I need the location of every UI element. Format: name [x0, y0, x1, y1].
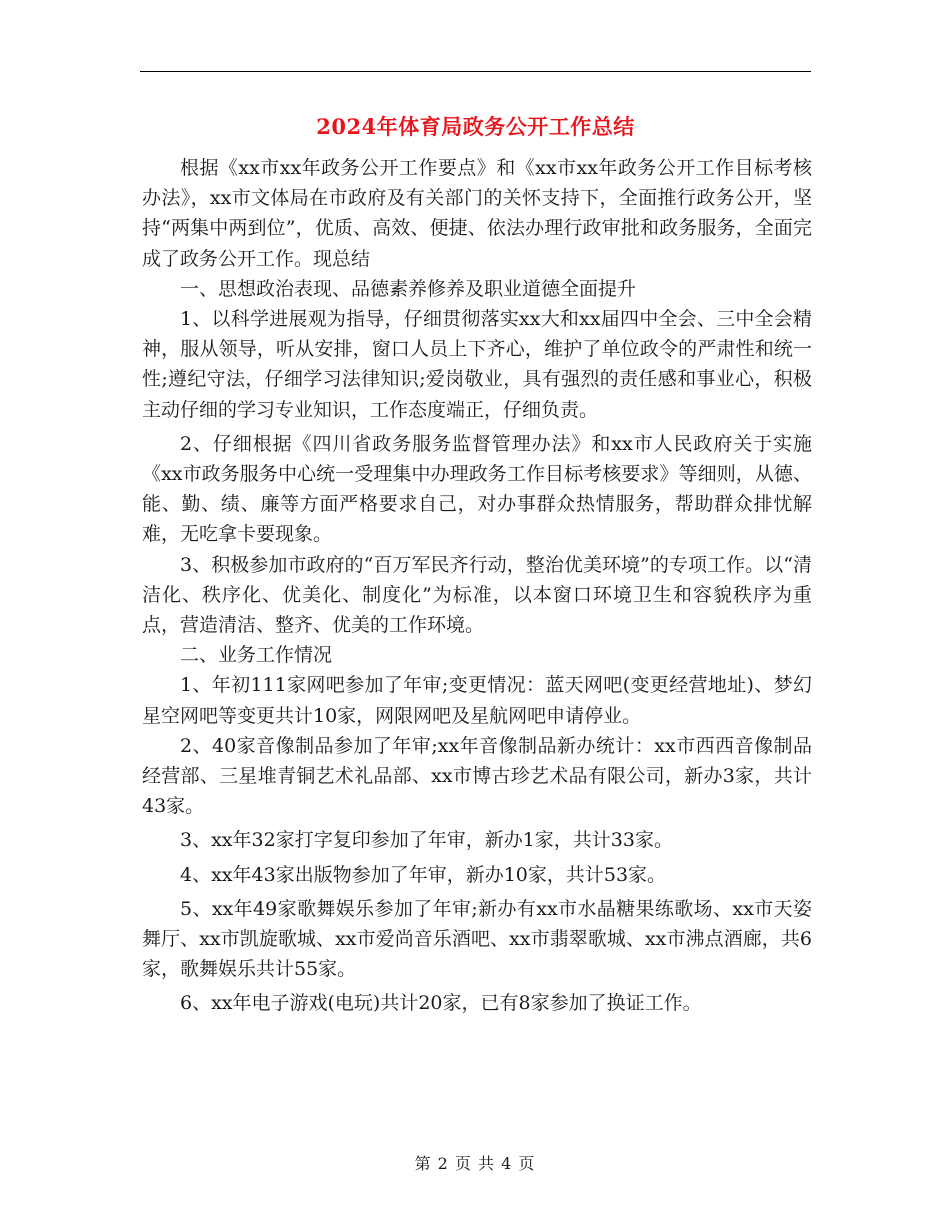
paragraph-item: 4、xx年43家出版物参加了年审，新办10家，共计53家。	[180, 863, 667, 886]
header-rule	[140, 71, 811, 72]
paragraph-item: 1、年初111家网吧参加了年审;变更情况：蓝天网吧(变更经营地址)、梦幻星空网吧等变更共计10家，网限网吧及星航网吧申请停业。	[142, 674, 812, 727]
paragraph-item: 3、积极参加市政府的“百万军民齐行动，整治优美环境”的专项工作。以“清洁化、秩序化、优美化、制度化”为标准，以本窗口环境卫生和容貌秩序为重点，营造清洁、整齐、优美的工作环境。	[142, 553, 812, 637]
section-heading-1: 一、思想政治表现、品德素养修养及职业道德全面提升	[180, 277, 637, 300]
paragraph-item: 6、xx年电子游戏(电玩)共计20家，已有8家参加了换证工作。	[180, 992, 702, 1015]
document-body	[142, 153, 812, 1019]
page-number: 第 2 页 共 4 页	[414, 1154, 536, 1173]
paragraph-item: 5、xx年49家歌舞娱乐参加了年审;新办有xx市水晶糖果练歌场、xx市天姿舞厅、xx市凯旋歌城、xx市爱尚音乐酒吧、xx市翡翠歌城、xx市沸点酒廊，共6家，歌舞娱乐共计55家。	[142, 897, 812, 981]
document-title: 2024年体育局政务公开工作总结	[316, 114, 635, 139]
section-heading-2: 二、业务工作情况	[180, 644, 333, 667]
paragraph-item: 3、xx年32家打字复印参加了年审，新办1家，共计33家。	[180, 829, 673, 852]
paragraph-intro: 根据《xx市xx年政务公开工作要点》和《xx市xx年政务公开工作目标考核办法》，xx市文体局在市政府及有关部门的关怀支持下，全面推行政务公开，坚持“两集中两到位”，优质、高效、便捷、依法办理行政审批和政务服务，全面完成了政务公开工作。现总结	[142, 157, 812, 270]
paragraph-item: 2、仔细根据《四川省政务服务监督管理办法》和xx市人民政府关于实施《xx市政务服务中心统一受理集中办理政务工作目标考核要求》等细则，从德、能、勤、绩、廉等方面严格要求自己，对办事群众热情服务，帮助群众排忧解难，无吃拿卡要现象。	[142, 432, 812, 546]
paragraph-item: 1、以科学进展观为指导，仔细贯彻落实xx大和xx届四中全会、三中全会精神，服从领导，听从安排，窗口人员上下齐心，维护了单位政令的严肃性和统一性;遵纪守法，仔细学习法律知识;爱岗敬业，具有强烈的责任感和事业心，积极主动仔细的学习专业知识，工作态度端正，仔细负责。	[142, 308, 812, 421]
paragraph-item: 2、40家音像制品参加了年审;xx年音像制品新办统计：xx市西西音像制品经营部、三星堆青铜艺术礼品部、xx市博古珍艺术品有限公司，新办3家，共计43家。	[142, 734, 812, 818]
